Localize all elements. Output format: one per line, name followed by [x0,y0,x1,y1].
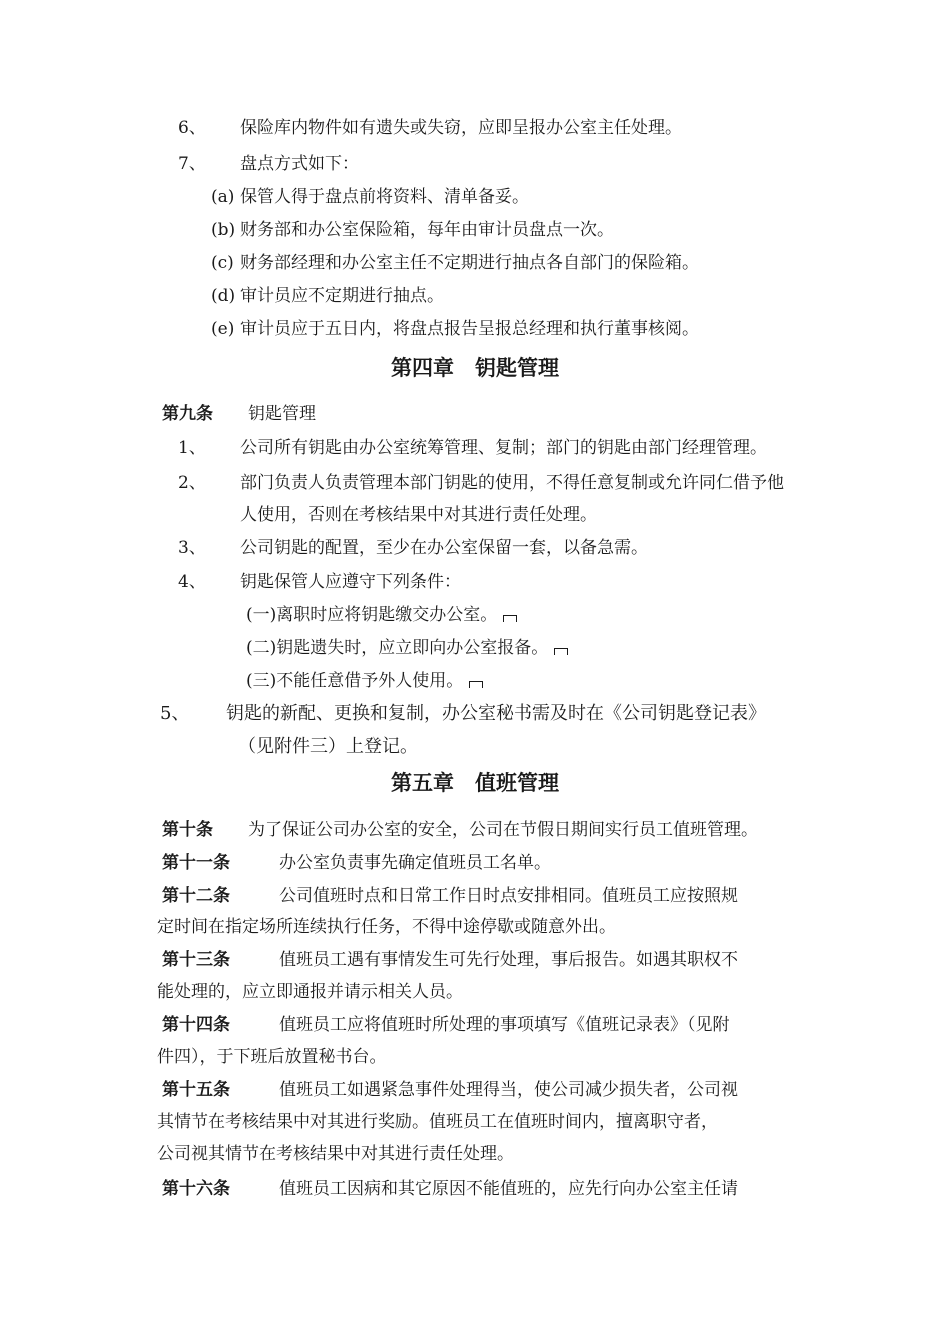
sub-item-text: 保管人得于盘点前将资料、清单备妥。 [240,187,529,207]
article-label: 第十五条 [162,1080,230,1100]
condition-item [246,603,517,627]
sub-item-label: (a) [211,187,235,207]
condition-text: (一)离职时应将钥匙缴交办公室。 [246,605,498,625]
article-text: 值班员工因病和其它原因不能值班的，应先行向办公室主任请 [279,1179,738,1199]
article-title: 钥匙管理 [248,404,316,424]
article-label: 第十三条 [162,950,230,970]
item-text-continuation: 人使用，否则在考核结果中对其进行责任处理。 [240,505,597,525]
article-text-continuation: 件四），于下班后放置秘书台。 [157,1047,387,1067]
article-text-continuation: 能处理的，应立即通报并请示相关人员。 [157,982,463,1002]
item-text: 保险库内物件如有遗失或失窃，应即呈报办公室主任处理。 [240,118,682,138]
article-text: 办公室负责事先确定值班员工名单。 [279,853,551,873]
item-text: 钥匙的新配、更换和复制，办公室秘书需及时在《公司钥匙登记表》 [226,703,766,724]
sub-item-text: 财务部经理和办公室主任不定期进行抽点各自部门的保险箱。 [240,253,699,273]
item-text: 公司所有钥匙由办公室统筹管理、复制；部门的钥匙由部门经理管理。 [240,438,767,458]
condition-item [246,636,568,660]
article-label: 第九条 [162,404,213,424]
sub-item-label: (c) [211,253,234,273]
paragraph-mark-icon [503,615,517,622]
article-label: 第十一条 [162,853,230,873]
sub-item-text: 财务部和办公室保险箱，每年由审计员盘点一次。 [240,220,614,240]
article-text: 值班员工应将值班时所处理的事项填写《值班记录表》（见附 [279,1015,730,1035]
article-text: 值班员工如遇紧急事件处理得当，使公司减少损失者，公司视 [279,1080,738,1100]
item-number: 6、 [178,118,206,138]
article-text: 值班员工遇有事情发生可先行处理，事后报告。如遇其职权不 [279,950,738,970]
item-text: 部门负责人负责管理本部门钥匙的使用，不得任意复制或允许同仁借予他 [240,473,784,493]
sub-item-text: 审计员应不定期进行抽点。 [240,286,444,306]
article-label: 第十二条 [162,886,230,906]
item-number: 7、 [178,154,206,174]
condition-item [246,669,483,693]
paragraph-mark-icon [469,681,483,688]
item-number: 4、 [178,572,206,592]
item-text-continuation: （见附件三）上登记。 [238,736,418,757]
item-number: 1、 [178,438,206,458]
article-label: 第十六条 [162,1179,230,1199]
item-number: 3、 [178,538,206,558]
article-text-continuation: 其情节在考核结果中对其进行奖励。值班员工在值班时间内，擅离职守者， [157,1112,718,1132]
article-text: 为了保证公司办公室的安全，公司在节假日期间实行员工值班管理。 [248,820,758,840]
item-number: 2、 [178,473,206,493]
condition-text: (三)不能任意借予外人使用。 [246,671,464,691]
item-text: 盘点方式如下： [240,154,359,174]
paragraph-mark-icon [554,648,568,655]
article-label: 第十条 [162,820,213,840]
article-text-continuation: 定时间在指定场所连续执行任务，不得中途停歇或随意外出。 [157,917,616,937]
article-text: 公司值班时点和日常工作日时点安排相同。值班员工应按照规 [279,886,738,906]
chapter-heading: 第四章 钥匙管理 [391,356,559,380]
item-number: 5、 [160,703,190,724]
sub-item-label: (e) [211,319,235,339]
article-label: 第十四条 [162,1015,230,1035]
item-text: 公司钥匙的配置，至少在办公室保留一套，以备急需。 [240,538,648,558]
article-text-continuation: 公司视其情节在考核结果中对其进行责任处理。 [157,1144,514,1164]
sub-item-label: (b) [211,220,236,240]
item-text: 钥匙保管人应遵守下列条件： [240,572,461,592]
sub-item-text: 审计员应于五日内，将盘点报告呈报总经理和执行董事核阅。 [240,319,699,339]
chapter-heading: 第五章 值班管理 [391,771,559,795]
condition-text: (二)钥匙遗失时，应立即向办公室报备。 [246,638,549,658]
sub-item-label: (d) [211,286,236,306]
